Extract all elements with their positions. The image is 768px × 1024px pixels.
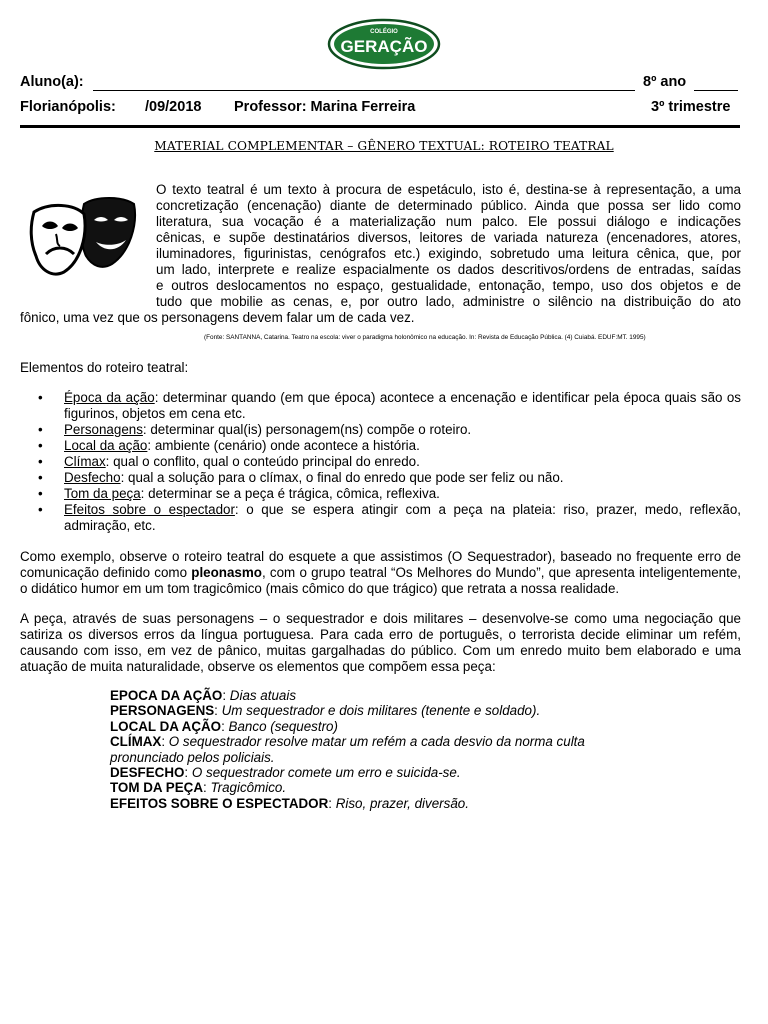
intro-line: iluminadores, figurinistas, cenógrafos etc.) exigindo, sobretudo uma leitura cênica, que, por	[156, 246, 741, 261]
bullet-text: : determinar se a peça é trágica, cômica, reflexiva.	[140, 486, 440, 501]
play-element-row: EFEITOS SOBRE O ESPECTADOR: Riso, prazer, diversão.	[110, 795, 469, 811]
elements-heading: Elementos do roteiro teatral:	[20, 360, 189, 375]
play-elements	[110, 688, 585, 811]
ano-label: 8º ano	[643, 74, 687, 90]
play-element-value: Riso, prazer, diversão.	[335, 795, 469, 811]
intro-line: tudo que mobilie as cenas, e, por outro lado, administre o silêncio na distribuição do ato	[156, 294, 741, 309]
play-element-label: DESFECHO	[110, 765, 185, 781]
play-element-value: O sequestrador resolve matar um refém a cada desvio da norma culta	[168, 734, 585, 750]
bullet-term: Desfecho	[64, 470, 121, 485]
logo-emblem	[327, 18, 441, 70]
intro-line: concretização (encenação) diante de determinado público. Ainda que possa ser lido como	[156, 198, 741, 213]
play-element-label: PERSONAGENS	[110, 703, 215, 719]
play-element-label: EFEITOS SOBRE O ESPECTADOR	[110, 795, 329, 811]
play-element-row: EPOCA DA AÇÃO: Dias atuais	[110, 688, 297, 703]
play-element-label: CLÍMAX	[110, 734, 162, 750]
list-item: • Desfecho: qual a solução para o clímax, o final do enredo que pode ser feliz ou não.	[38, 470, 564, 485]
elements-list	[38, 390, 741, 534]
date-label: /09/2018	[145, 99, 202, 115]
bullet-term: Personagens	[64, 422, 143, 437]
play-element-label: TOM DA PEÇA	[110, 780, 203, 796]
bullet-term: Local da ação	[64, 438, 148, 453]
city-label: Florianópolis:	[20, 99, 116, 115]
play-element-value: pronunciado pelos policiais.	[110, 749, 275, 765]
list-item: • Efeitos sobre o espectador: o que se espera atingir com a peça na plateia: riso, prazer, medo, reflexão, admiração, etc.	[38, 502, 741, 533]
logo-text: GERAÇÃO	[340, 37, 428, 56]
list-item: • Época da ação: determinar quando (em que época) acontece a encenação e identificar pela época quais são os figurinos, objetos em cena etc.	[38, 390, 741, 421]
source-citation: (Fonte: SANTANNA, Catarina. Teatro na escola: viver o paradigma holonômico na educação. In: Revista de Educação Pública. (4) Cuiabá. EDUF:MT. 1995)	[204, 334, 646, 341]
example-paragraph-2: A peça, através de suas personagens – o sequestrador e dois militares – desenvolve-se como uma negociação que satiriza os diversos erros da língua portuguesa. Para cada erro de português, o terrorista decide eliminar um refém, causando com isso, em vez de pânico, muitas gargalhadas do público. Com um enredo muito bem elaborado e uma atuação de muita naturalidade, observe os elementos que compõem essa peça:	[20, 611, 741, 674]
example-paragraph-1	[20, 549, 741, 597]
play-element-value: Dias atuais	[229, 688, 297, 703]
play-element-value: O sequestrador comete um erro e suicida-se.	[191, 765, 461, 781]
list-item: • Clímax: qual o conflito, qual o conteúdo principal do enredo.	[38, 454, 420, 469]
bullet-term: Tom da peça	[64, 486, 141, 501]
play-element-value: Tragicômico.	[210, 780, 287, 796]
trimestre-label: 3º trimestre	[651, 99, 731, 115]
play-element-row: LOCAL DA AÇÃO: Banco (sequestro)	[110, 718, 338, 734]
page-title: MATERIAL COMPLEMENTAR – GÊNERO TEXTUAL: ROTEIRO TEATRAL	[154, 139, 614, 153]
intro-line: um lado, interprete e realize espacialmente os dados descritivos/ordens de entradas, saídas	[156, 262, 741, 277]
intro-paragraph	[156, 182, 741, 310]
play-element-value: Banco (sequestro)	[228, 718, 338, 734]
intro-line: literatura, sua vocação é a materialização num palco. Ele possui diálogo e indicações	[156, 214, 741, 229]
example-text: , com o grupo teatral “Os Melhores do Mundo”, que apresenta inteligentemente, o didático humor em um tom tragicômico (mais cômico do que trágico) que retrata a nossa realidade.	[20, 565, 742, 596]
intro-line: O texto teatral é um texto à procura de espetáculo, isto é, destina-se à representação, a uma	[156, 182, 741, 197]
play-element-row: DESFECHO: O sequestrador comete um erro e suicida-se.	[110, 765, 461, 781]
header-divider	[20, 125, 740, 128]
theater-masks-icon	[26, 190, 142, 280]
bullet-text: : qual a solução para o clímax, o final do enredo que pode ser feliz ou não.	[120, 470, 564, 485]
list-item: • Personagens: determinar qual(is) personagem(ns) compõe o roteiro.	[38, 422, 472, 437]
play-element-row	[110, 750, 585, 765]
play-element-label: LOCAL DA AÇÃO	[110, 718, 222, 734]
bullet-term: Efeitos sobre o espectador	[64, 502, 235, 517]
intro-line: e outros deslocamentos no espaço, gestualidade, entonação, tempo, uso dos objetos e de	[156, 278, 741, 293]
logo-small-text: COLÉGIO	[370, 29, 398, 35]
list-item: • Local da ação: ambiente (cenário) onde acontece a história.	[38, 438, 420, 453]
pleonasmo-term: pleonasmo	[191, 565, 262, 580]
bullet-text: : determinar qual(is) personagem(ns) compõe o roteiro.	[142, 422, 472, 437]
bullet-term: Época da ação	[64, 390, 155, 405]
school-logo	[327, 18, 441, 70]
example-text: Como exemplo, observe o roteiro teatral do esquete a que assistimos (O Sequestrador), baseado no frequente erro de comunicação definido como	[20, 549, 741, 580]
bullet-text: : qual o conflito, qual o conteúdo principal do enredo.	[105, 454, 420, 469]
play-element-row: CLÍMAX: O sequestrador resolve matar um refém a cada desvio da norma culta	[110, 734, 585, 750]
professor-label: Professor: Marina Ferreira	[234, 99, 416, 115]
intro-last-line: fônico, uma vez que os personagens devem falar um de cada vez.	[20, 310, 415, 325]
list-item: • Tom da peça: determinar se a peça é trágica, cômica, reflexiva.	[38, 486, 440, 501]
play-element-row: PERSONAGENS: Um sequestrador e dois militares (tenente e soldado).	[110, 703, 541, 719]
bullet-term: Clímax	[64, 454, 106, 469]
aluno-field-line[interactable]	[93, 90, 635, 91]
play-element-row: TOM DA PEÇA: Tragicômico.	[110, 780, 287, 796]
play-element-value: Um sequestrador e dois militares (tenente e soldado).	[221, 703, 541, 719]
bullet-text: : ambiente (cenário) onde acontece a história.	[147, 438, 420, 453]
ano-field-line[interactable]	[694, 90, 738, 91]
aluno-label: Aluno(a):	[20, 74, 84, 90]
play-element-label: EPOCA DA AÇÃO	[110, 688, 223, 703]
bullet-text: : determinar quando (em que época) acontece a encenação e identificar pela época quais são os figurinos, objetos em cena etc.	[64, 390, 741, 421]
intro-line: cênicas, e supõe destinatários diversos, leitores de variada natureza (encenadores, atores,	[156, 230, 741, 245]
bullet-text: : o que se espera atingir com a peça na plateia: riso, prazer, medo, reflexão, admiração, etc.	[64, 502, 741, 533]
